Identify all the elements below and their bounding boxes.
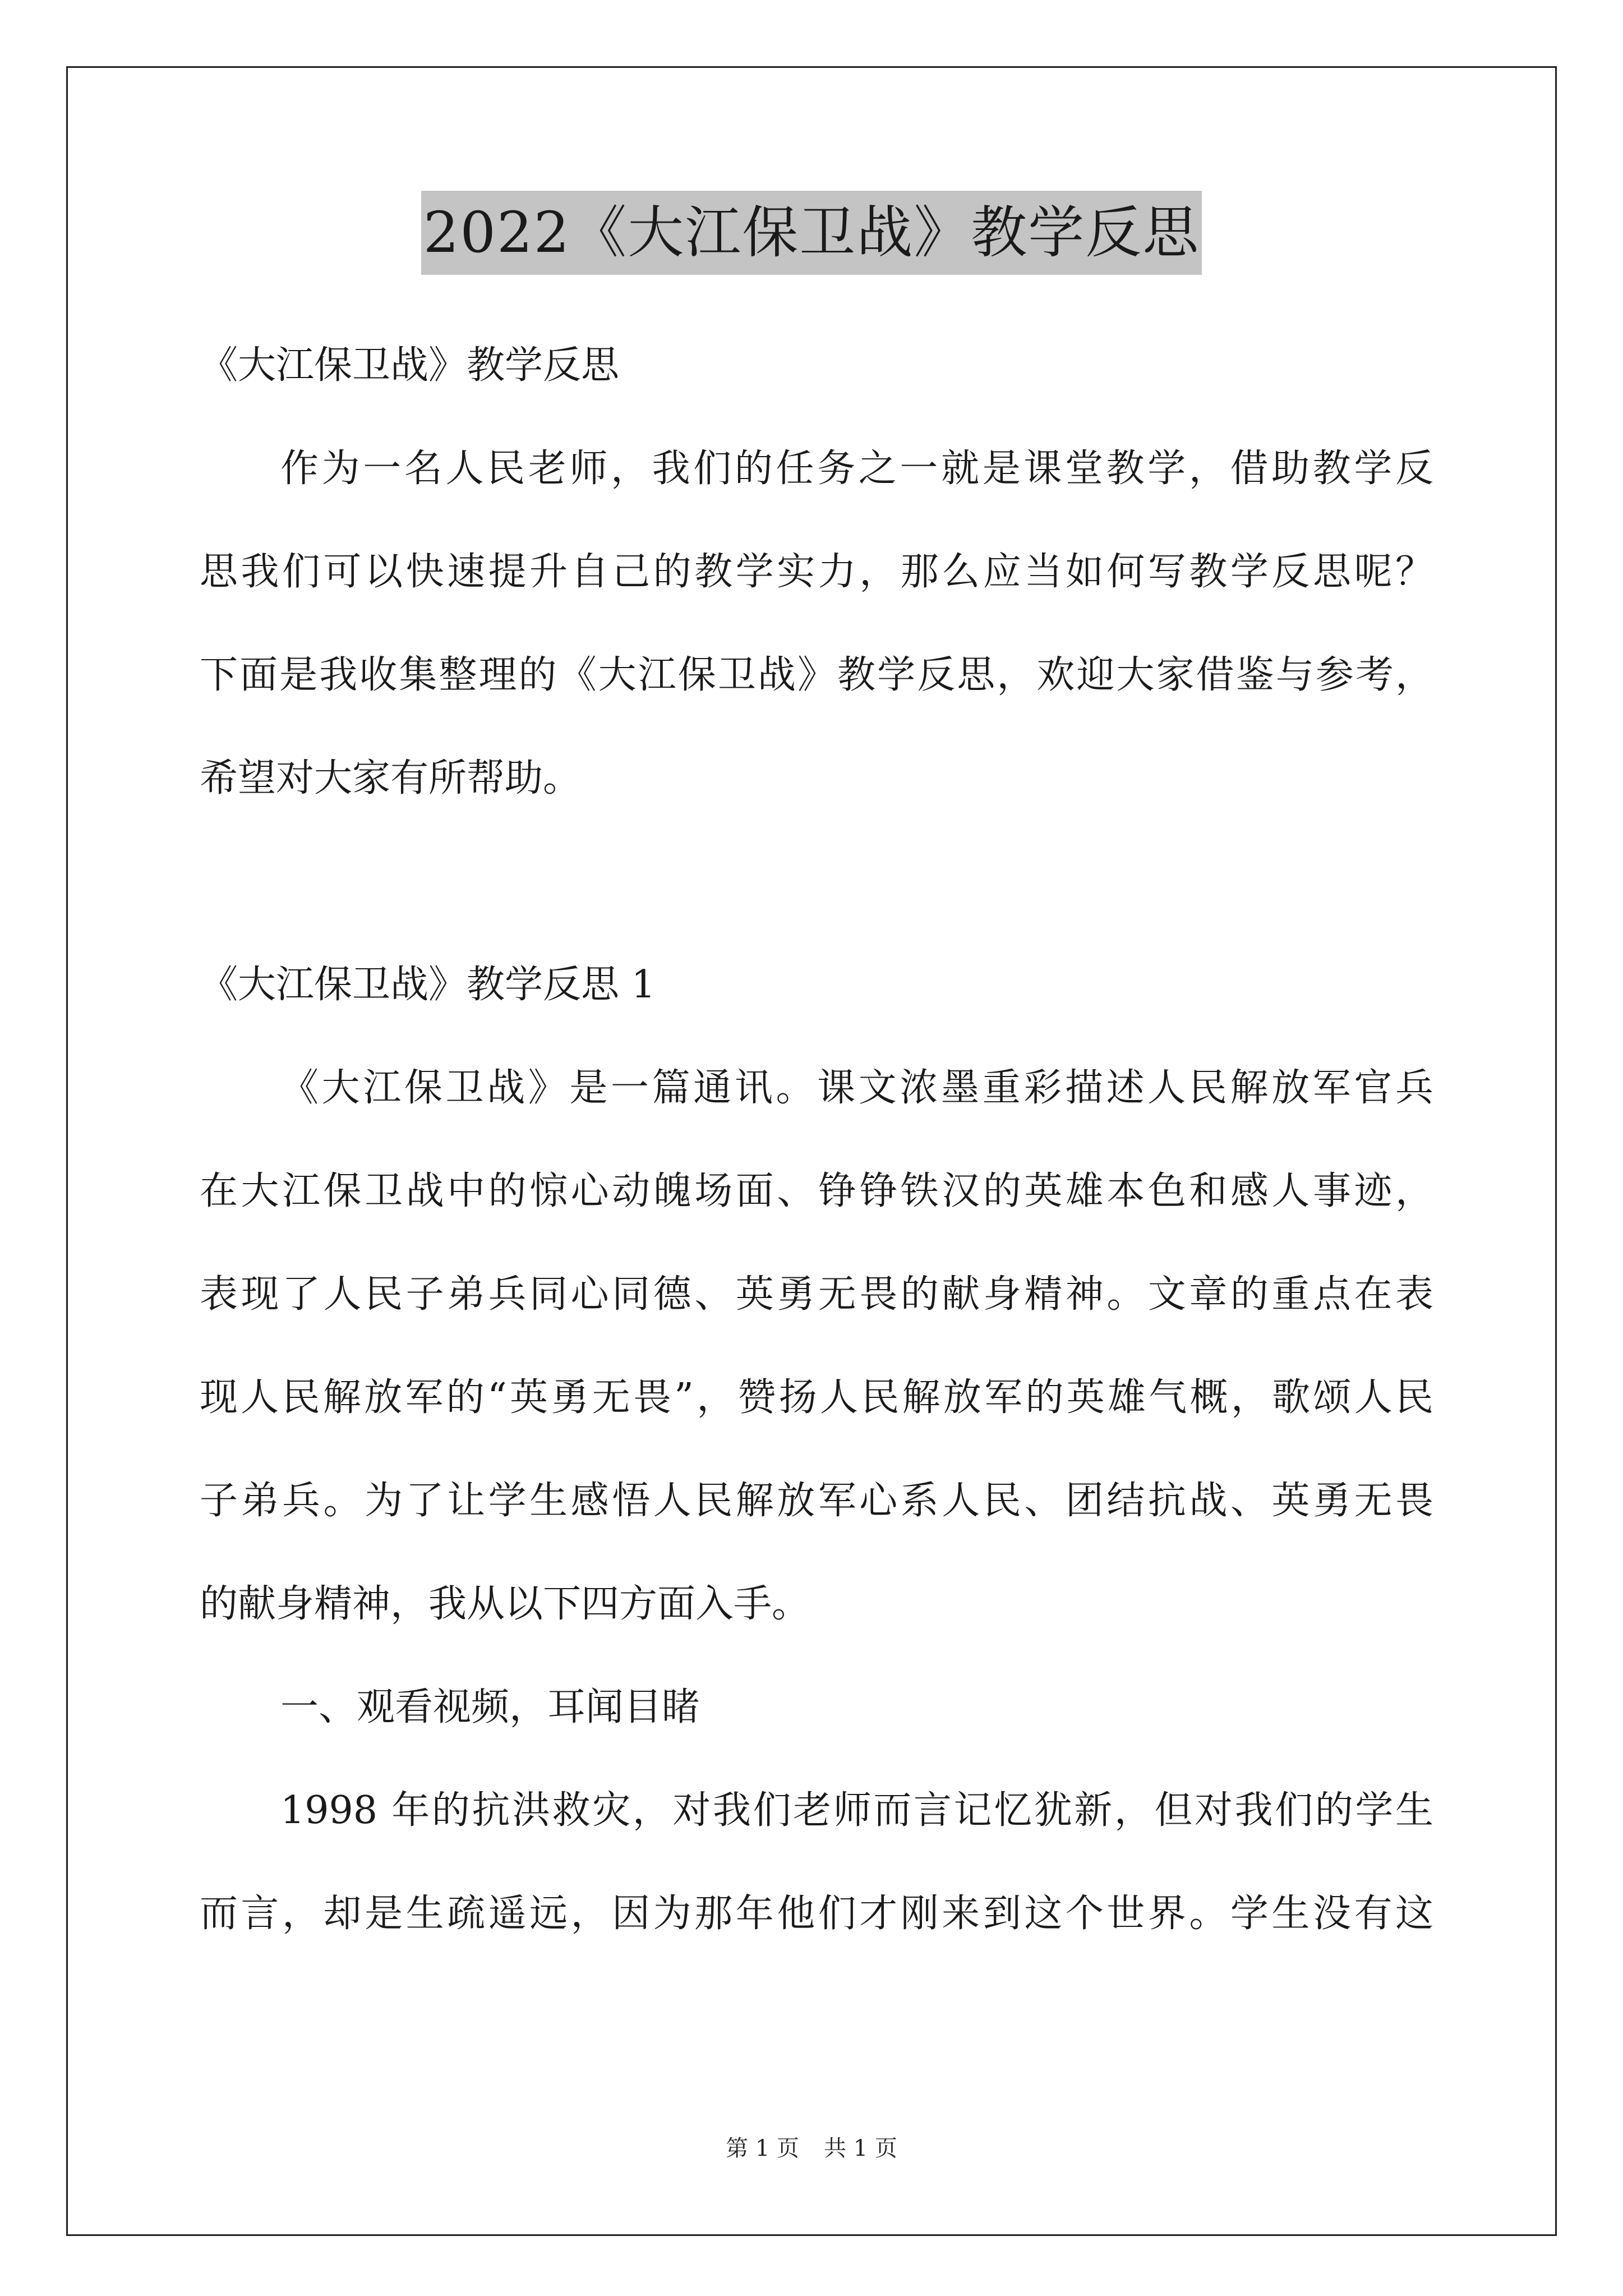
paragraph-line: 而言，却是生疏遥远，因为那年他们才刚来到这个世界。学生没有这 xyxy=(200,1892,1433,1936)
document-body xyxy=(200,314,1433,1966)
page-total: 共 1 页 xyxy=(824,2136,897,2161)
paragraph-line: 希望对大家有所帮助。 xyxy=(200,756,582,800)
paragraph-line: 下面是我收集整理的《大江保卫战》教学反思，欢迎大家借鉴与参考， xyxy=(200,653,1433,697)
paragraph-line: 思我们可以快速提升自己的教学实力，那么应当如何写教学反思呢？ xyxy=(200,550,1433,594)
title-container xyxy=(0,191,1623,275)
section-heading: 《大江保卫战》教学反思 xyxy=(200,343,620,388)
paragraph-line: 在大江保卫战中的惊心动魄场面、铮铮铁汉的英雄本色和感人事迹， xyxy=(200,1169,1433,1213)
section-heading: 《大江保卫战》教学反思 1 xyxy=(200,963,656,1007)
paragraph-line: 1998 年的抗洪救灾，对我们老师而言记忆犹新，但对我们的学生 xyxy=(280,1788,1433,1833)
document-title: 2022《大江保卫战》教学反思 xyxy=(421,191,1202,275)
blank-line xyxy=(200,830,1433,933)
paragraph-line: 子弟兵。为了让学生感悟人民解放军心系人民、团结抗战、英勇无畏 xyxy=(200,1479,1433,1523)
subsection-heading: 一、观看视频，耳闻目睹 xyxy=(280,1685,700,1729)
page-number: 第 1 页 xyxy=(726,2136,799,2161)
paragraph-line: 作为一名人民老师，我们的任务之一就是课堂教学，借助教学反 xyxy=(280,447,1433,491)
paragraph-line: 《大江保卫战》是一篇通讯。课文浓墨重彩描述人民解放军官兵 xyxy=(280,1066,1433,1110)
paragraph-line: 表现了人民子弟兵同心同德、英勇无畏的献身精神。文章的重点在表 xyxy=(200,1272,1433,1317)
page-footer xyxy=(0,2132,1623,2165)
paragraph-line: 的献身精神，我从以下四方面入手。 xyxy=(200,1582,810,1626)
paragraph-line: 现人民解放军的“英勇无畏”，赞扬人民解放军的英雄气概，歌颂人民 xyxy=(200,1375,1433,1420)
